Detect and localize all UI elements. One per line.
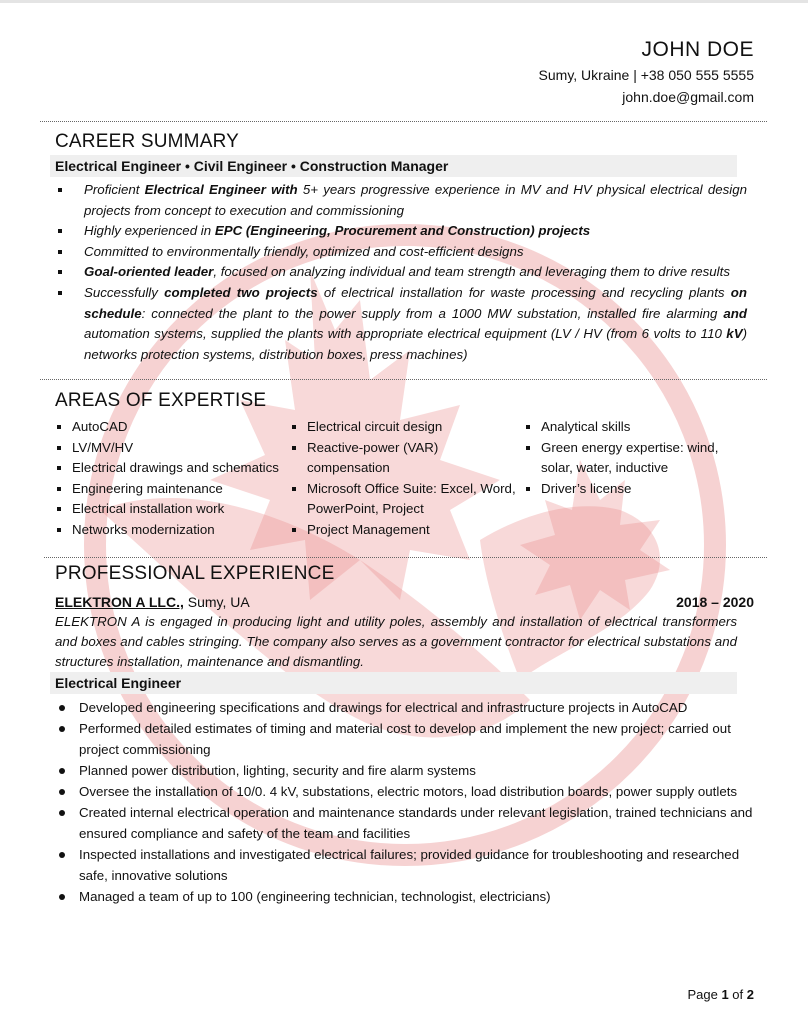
expertise-item: Microsoft Office Suite: Excel, Word, PowerPoint, Project — [290, 479, 520, 520]
page-current: 1 — [721, 987, 729, 1002]
expertise-item: Electrical installation work — [55, 499, 290, 520]
company-name: ELEKTRON A LLC., — [55, 594, 184, 610]
responsibility-item: Planned power distribution, lighting, security and fire alarm systems — [55, 760, 755, 781]
responsibility-item: Managed a team of up to 100 (engineering technician, technologist, electricians) — [55, 886, 755, 907]
responsibility-item: Oversee the installation of 10/0. 4 kV, substations, electric motors, load distribution boards, power supply outlets — [55, 781, 755, 802]
company-description: ELEKTRON A is engaged in producing light and utility poles, assembly and installation of electrical transformers and boxes and cables stringing. The company also serves as a government contractor for electrical substations and structures installation, maintenance and dismantling. — [55, 614, 737, 669]
expertise-item: Engineering maintenance — [55, 479, 290, 500]
career-summary-subtitle: Electrical Engineer • Civil Engineer • Construction Manager — [55, 158, 449, 174]
expertise-item: Analytical skills — [524, 417, 734, 438]
section-divider — [40, 379, 767, 380]
summary-bullet — [55, 242, 747, 263]
summary-text: Highly experienced in — [84, 223, 215, 239]
summary-text: ) networks protection systems, distribution boxes, press machines) — [84, 326, 747, 362]
responsibility-item: Performed detailed estimates of timing and material cost to develop and implement the new project; carried out project commissioning — [55, 718, 755, 760]
contact-line: Sumy, Ukraine | +38 050 555 5555 — [538, 67, 754, 83]
section-divider — [44, 557, 767, 558]
summary-text: automation systems, supplied the plants with appropriate electrical equipment (LV / HV (from 6 volts to 110 — [84, 326, 727, 342]
career-summary-heading: CAREER SUMMARY — [55, 131, 240, 152]
employment-dates: 2018 – 2020 — [676, 594, 754, 610]
expertise-item: Reactive-power (VAR) compensation — [290, 438, 520, 479]
expertise-item: Project Management — [290, 520, 520, 541]
responsibilities-list — [55, 697, 755, 907]
summary-text: Committed to environmentally friendly, optimized and cost-efficient designs — [84, 243, 524, 259]
summary-emphasis: Electrical Engineer with — [144, 182, 298, 197]
company-location: Sumy, UA — [183, 594, 250, 610]
expertise-item: Electrical drawings and schematics — [55, 458, 290, 479]
expertise-item: LV/MV/HV — [55, 438, 290, 459]
company-line — [55, 594, 250, 610]
page-label: Page — [687, 987, 722, 1002]
responsibility-item: Created internal electrical operation and maintenance standards under relevant legislation, trained technicians and ensured compliance and safety of the team and facilities — [55, 802, 755, 844]
summary-emphasis: kV — [726, 326, 743, 342]
expertise-column-1 — [55, 417, 290, 541]
professional-experience-heading: PROFESSIONAL EXPERIENCE — [55, 563, 335, 584]
summary-text: 5+ years progressive experience in MV and HV physical electrical design projects from concept to execution and commissioning — [84, 182, 748, 218]
summary-text: : connected the plant to the power supply from a 1000 MW substation, installed fire alarming — [141, 305, 724, 321]
expertise-item: Green energy expertise: wind, solar, water, inductive — [524, 438, 734, 479]
responsibility-item: Developed engineering specifications and drawings for electrical and infrastructure projects in AutoCAD — [55, 697, 755, 718]
page-total: 2 — [746, 987, 754, 1002]
expertise-item: Driver’s license — [524, 479, 734, 500]
job-role-band — [50, 672, 737, 694]
section-divider — [40, 121, 767, 122]
summary-emphasis: completed two projects — [164, 284, 318, 300]
summary-text: of electrical installation for waste processing and recycling plants — [317, 284, 731, 300]
summary-text: Successfully — [84, 284, 165, 300]
summary-emphasis: on schedule — [84, 284, 747, 321]
summary-emphasis: and — [723, 305, 747, 321]
expertise-item: Networks modernization — [55, 520, 290, 541]
expertise-column-3 — [524, 417, 734, 499]
expertise-item: Electrical circuit design — [290, 417, 520, 438]
window-top-edge — [0, 0, 808, 3]
summary-bullet — [55, 180, 747, 221]
summary-emphasis: EPC (Engineering, Procurement and Construction) projects — [214, 223, 591, 239]
summary-text: Proficient — [84, 182, 145, 197]
areas-of-expertise-heading: AREAS OF EXPERTISE — [55, 390, 267, 411]
summary-text: , focused on analyzing individual and team strength and leveraging them to drive results — [213, 264, 730, 280]
job-role: Electrical Engineer — [55, 675, 182, 691]
responsibility-item: Inspected installations and investigated electrical failures; provided guidance for troubleshooting and researched safe, innovative solutions — [55, 844, 755, 886]
summary-bullet — [55, 283, 747, 365]
expertise-column-2 — [290, 417, 520, 541]
summary-bullet — [55, 262, 747, 283]
page-of-label: of — [728, 987, 747, 1002]
expertise-item: AutoCAD — [55, 417, 290, 438]
summary-bullet — [55, 221, 747, 242]
page-number — [687, 987, 754, 1002]
career-summary-list — [55, 180, 747, 365]
candidate-name: JOHN DOE — [641, 38, 754, 61]
career-summary-subtitle-band — [50, 155, 737, 177]
summary-emphasis: Goal-oriented leader — [84, 264, 214, 280]
email-address: john.doe@gmail.com — [622, 89, 754, 105]
